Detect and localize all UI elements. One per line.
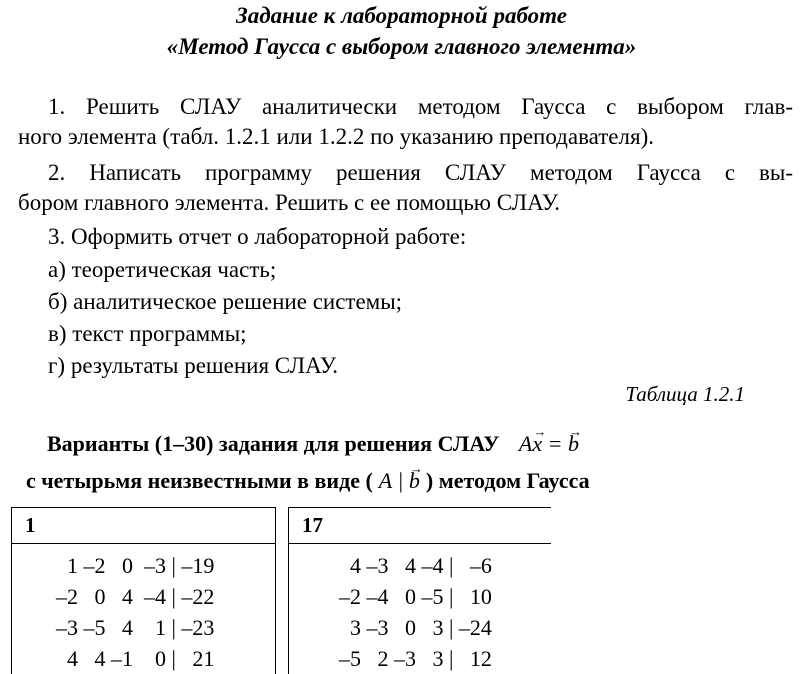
table-heading-line-2: с четырьмя неизвестными в виде ( A | → b ) методом Гаусса xyxy=(26,467,590,495)
document-title-line-2: «Метод Гаусса с выбором главного элемента» xyxy=(166,34,637,59)
task-sub-item-d: г) результаты решения СЛАУ. xyxy=(48,353,339,378)
variant-table-1 xyxy=(11,507,276,674)
document-title-line-1: Задание к лабораторной работе xyxy=(236,3,567,28)
equation-ax-eq-b: A→ x = → b xyxy=(519,431,579,456)
table-heading-text: Варианты (1–30) задания для решения СЛАУ xyxy=(47,431,500,456)
matrix-row: 4 –3 4 –4 | –6 xyxy=(339,553,492,578)
variant-number: 17 xyxy=(289,508,551,544)
matrix-row: –2 0 4 –4 | –22 xyxy=(56,584,215,609)
task-item-2-line-2: бором главного элемента. Решить с ее помощью СЛАУ. xyxy=(18,190,560,215)
matrix-row: 4 4 –1 0 | 21 xyxy=(56,646,215,671)
task-sub-item-c: в) текст программы; xyxy=(48,321,247,346)
task-item-1-line-1: 1. Решить СЛАУ аналитически методом Гаусса с выбором глав- xyxy=(48,94,793,119)
variant-number: 1 xyxy=(12,508,275,544)
augmented-matrix-notation: A | → b xyxy=(379,468,420,493)
task-sub-item-a: а) теоретическая часть; xyxy=(48,257,277,282)
variant-table-17 xyxy=(288,507,551,674)
matrix-row: 1 –2 0 –3 | –19 xyxy=(56,553,215,578)
task-item-1-line-2: ного элемента (табл. 1.2.1 или 1.2.2 по указанию преподавателя). xyxy=(18,124,654,149)
matrix-row: –2 –4 0 –5 | 10 xyxy=(339,584,492,609)
task-item-2-line-1: 2. Написать программу решения СЛАУ методом Гаусса с вы- xyxy=(48,160,793,185)
task-item-3: 3. Оформить отчет о лабораторной работе: xyxy=(48,224,467,249)
table-heading-line-1 xyxy=(47,430,579,458)
matrix-row: 3 –3 0 3 | –24 xyxy=(339,615,492,640)
matrix-row: –5 2 –3 3 | 12 xyxy=(339,646,492,671)
matrix-row: –3 –5 4 1 | –23 xyxy=(56,615,215,640)
task-sub-item-b: б) аналитическое решение системы; xyxy=(48,289,403,314)
table-caption: Таблица 1.2.1 xyxy=(625,382,745,406)
